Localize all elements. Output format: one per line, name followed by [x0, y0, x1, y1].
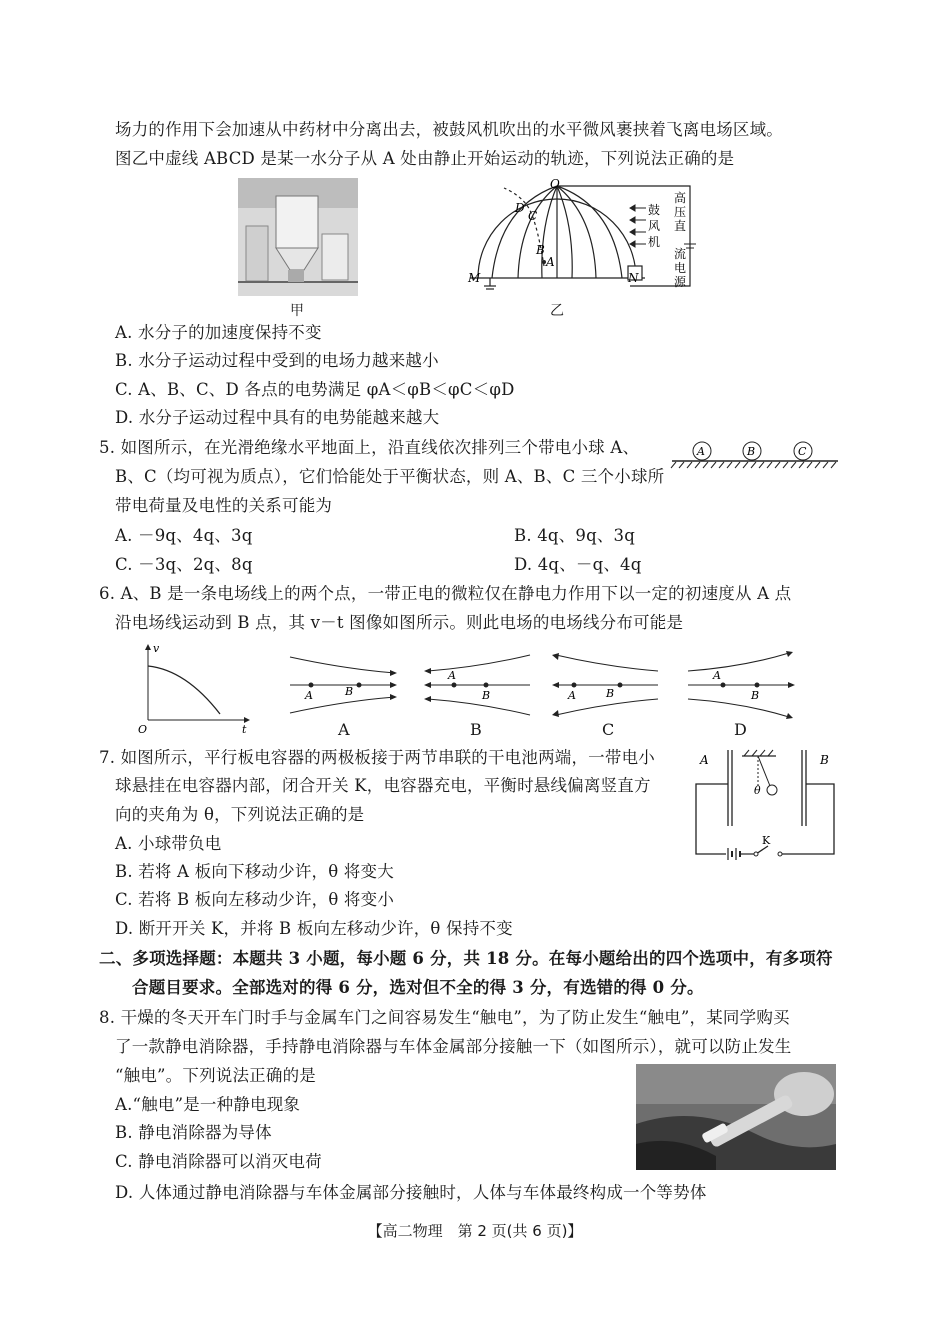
opt-a-pt-a: A — [305, 689, 313, 702]
plate-a-label: A — [700, 753, 709, 767]
ball-b-label: B — [747, 445, 756, 458]
power-char-5: 电 — [674, 261, 687, 275]
opt-c-pt-b: B — [606, 687, 615, 700]
field-option-d — [683, 645, 798, 725]
q8-option-d: D. 人体通过静电消除器与车体金属部分接触时，人体与车体最终构成一个等势体 — [115, 1183, 707, 1202]
intro-line-2: 图乙中虚线 ABCD 是某一水分子从 A 处由静止开始运动的轨迹，下列说法正确的是 — [115, 149, 735, 168]
field-option-a — [285, 645, 400, 725]
field-option-c — [548, 645, 663, 725]
q7-option-d: D. 断开开关 K，并将 B 板向左移动少许，θ 保持不变 — [115, 919, 513, 938]
axis-v-label: v — [153, 642, 160, 655]
section2-heading-1: 二、多项选择题：本题共 3 小题，每小题 6 分，共 18 分。在每小题给出的四个选项中，有多项符 — [99, 949, 833, 968]
axis-t-label: t — [242, 723, 247, 736]
opt-d-pt-b: B — [751, 689, 760, 702]
label-D: D — [515, 201, 525, 215]
opt-d-pt-a: A — [713, 669, 721, 682]
label-O: O — [550, 177, 560, 191]
power-char-4: 流 — [674, 247, 687, 261]
dryer-photo — [238, 178, 358, 296]
three-balls-figure — [670, 434, 840, 470]
field-option-b — [420, 645, 535, 725]
q5-option-a: A. －9q、4q、3q — [115, 526, 253, 545]
label-M: M — [468, 271, 481, 285]
q4-option-b: B. 水分子运动过程中受到的电场力越来越小 — [115, 351, 439, 370]
page-footer: 【高二物理 第 2 页(共 6 页)】 — [367, 1222, 583, 1240]
q8-stem-1: 8. 干燥的冬天开车门时手与金属车门之间容易发生“触电”，为了防止发生“触电”，某同学购买 — [99, 1008, 790, 1027]
choice-b-label: B — [470, 720, 482, 739]
q7-option-a: A. 小球带负电 — [115, 834, 222, 853]
ball-c-label: C — [798, 445, 807, 458]
blower-char-2: 风 — [648, 219, 661, 233]
q4-option-d: D. 水分子运动过程中具有的电势能越来越大 — [115, 408, 440, 427]
blower-char-1: 鼓 — [648, 203, 661, 217]
choice-d-label: D — [734, 720, 747, 739]
blower-char-3: 机 — [648, 235, 661, 249]
q7-stem-1: 7. 如图所示，平行板电容器的两极板接于两节串联的干电池两端，一带电小 — [99, 748, 655, 767]
switch-k-label: K — [762, 834, 771, 847]
q8-option-a: A.“触电”是一种静电现象 — [115, 1095, 301, 1114]
q8-stem-2: 了一款静电消除器，手持静电消除器与车体金属部分接触一下（如图所示），就可以防止发生 — [115, 1037, 792, 1056]
capacitor-figure — [692, 748, 842, 864]
opt-b-pt-a: A — [448, 669, 456, 682]
q5-option-b: B. 4q、9q、3q — [514, 526, 635, 545]
label-A: A — [546, 255, 555, 269]
opt-a-pt-b: B — [345, 685, 354, 698]
fig-yi-caption: 乙 — [550, 303, 564, 319]
vt-curve — [148, 666, 220, 714]
theta-label: θ — [754, 784, 761, 797]
q5-stem-1: 5. 如图所示，在光滑绝缘水平地面上，沿直线依次排列三个带电小球 A、 — [99, 438, 640, 457]
q7-option-b: B. 若将 A 板向下移动少许，θ 将变大 — [115, 862, 394, 881]
q5-option-c: C. －3q、2q、8q — [115, 555, 253, 574]
q6-stem-2: 沿电场线运动到 B 点，其 v－t 图像如图所示。则此电场的电场线分布可能是 — [115, 613, 684, 632]
label-N: N — [628, 271, 639, 285]
origin-label: O — [138, 723, 148, 736]
q7-stem-3: 向的夹角为 θ，下列说法正确的是 — [115, 805, 365, 824]
power-char-1: 高 — [674, 191, 687, 205]
label-C: C — [528, 209, 538, 223]
q5-stem-2: B、C（均可视为质点），它们恰能处于平衡状态，则 A、B、C 三个小球所 — [115, 467, 665, 486]
plate-b-label: B — [820, 753, 829, 767]
section2-heading-2: 合题目要求。全部选对的得 6 分，选对但不全的得 3 分，有选错的得 0 分。 — [132, 978, 704, 997]
choice-a-label: A — [338, 720, 350, 739]
vt-graph — [136, 640, 256, 738]
q7-option-c: C. 若将 B 板向左移动少许，θ 将变小 — [115, 890, 395, 909]
q6-stem-1: 6. A、B 是一条电场线上的两个点，一带正电的微粒仅在静电力作用下以一定的初速度从 A 点 — [99, 584, 792, 603]
intro-line-1: 场力的作用下会加速从中药材中分离出去，被鼓风机吹出的水平微风裹挟着飞离电场区域。 — [115, 120, 783, 139]
q8-stem-3: “触电”。下列说法正确的是 — [115, 1066, 316, 1085]
eliminator-photo — [636, 1064, 836, 1170]
opt-b-pt-b: B — [482, 689, 491, 702]
choice-c-label: C — [602, 720, 615, 739]
opt-c-pt-a: A — [568, 689, 576, 702]
label-B: B — [536, 243, 545, 257]
power-char-6: 源 — [674, 275, 687, 289]
q5-stem-3: 带电荷量及电性的关系可能为 — [115, 496, 333, 515]
fig-jia-caption: 甲 — [290, 303, 304, 319]
power-char-3: 直 — [674, 219, 687, 233]
q8-option-b: B. 静电消除器为导体 — [115, 1123, 272, 1142]
q7-stem-2: 球悬挂在电容器内部，闭合开关 K，电容器充电，平衡时悬线偏离竖直方 — [115, 776, 651, 795]
q5-option-d: D. 4q、－q、4q — [514, 555, 642, 574]
q4-option-c: C. A、B、C、D 各点的电势满足 φA＜φB＜φC＜φD — [115, 380, 515, 399]
power-char-2: 压 — [674, 205, 687, 219]
field-diagram — [460, 176, 700, 316]
ball-a-label: A — [697, 445, 705, 458]
q8-option-c: C. 静电消除器可以消灭电荷 — [115, 1152, 322, 1171]
q4-option-a: A. 水分子的加速度保持不变 — [115, 323, 322, 342]
